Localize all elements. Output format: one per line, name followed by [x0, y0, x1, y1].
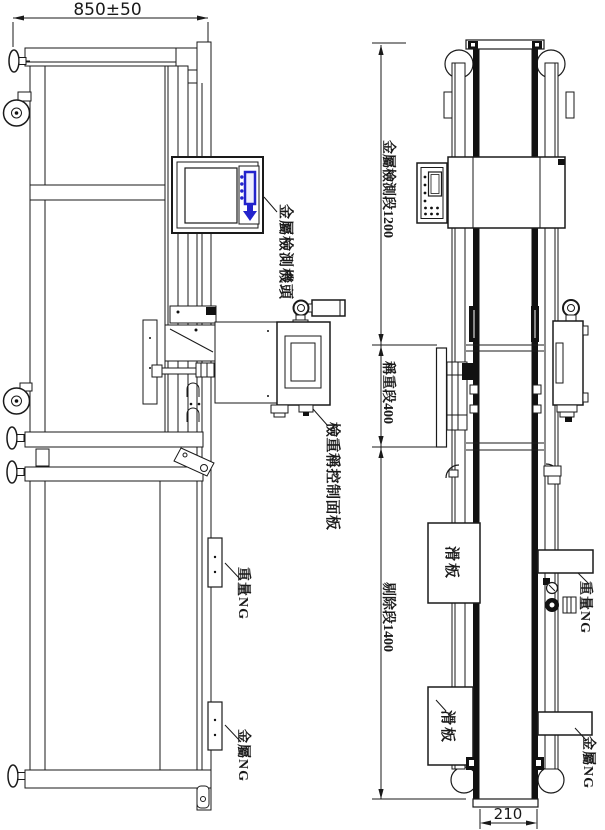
label-slide-plate-2: 滑板: [439, 710, 455, 745]
belt-pulley-icon: [538, 767, 564, 793]
dimension-weigh-section-text: 稱重段400: [380, 361, 395, 424]
metal-detector-bridge: [417, 157, 565, 228]
caster-wheel-icon: [4, 92, 32, 126]
dimension-reject-section-text: 剔除段1400: [380, 582, 395, 652]
leveling-foot-icon: [8, 765, 25, 787]
leveling-foot-icon: [7, 461, 24, 483]
label-control-panel: 檢重稱控制面板: [324, 422, 340, 531]
top-view: [372, 40, 593, 829]
weight-ng-flap-top: [538, 550, 593, 573]
signal-lamp-icon: [293, 300, 345, 323]
label-detector-head: 金屬檢測機頭: [277, 204, 293, 301]
metal-detector-head: [172, 157, 263, 233]
metal-ng-flap-top: [538, 712, 592, 735]
label-slide-plate-1: 滑板: [443, 546, 459, 581]
label-metal-ng-side: 金屬NG: [235, 729, 250, 782]
checkweigher-control-panel: [215, 300, 345, 417]
label-metal-ng-top: 金屬NG: [580, 736, 595, 789]
detector-control-panel: [417, 163, 447, 223]
belt-edge: [473, 42, 480, 802]
signal-lamp-icon: [563, 300, 579, 321]
side-view: [4, 16, 346, 811]
weight-ng-flap-side: [208, 538, 222, 587]
label-weight-ng-side: 重量NG: [235, 567, 250, 620]
detector-display-screen: [245, 172, 255, 204]
label-weight-ng-top: 重量NG: [577, 581, 592, 634]
caster-wheel-icon: [4, 383, 33, 414]
dimension-belt-width-text: 210: [493, 805, 523, 823]
dimension-overall-width-text: 850±50: [73, 0, 142, 20]
dimension-metal-detect-section-text: 金屬檢測段1200: [380, 140, 395, 238]
belt-edge: [532, 42, 539, 802]
metal-ng-flap-side: [208, 702, 222, 750]
leveling-foot-icon: [7, 427, 24, 449]
